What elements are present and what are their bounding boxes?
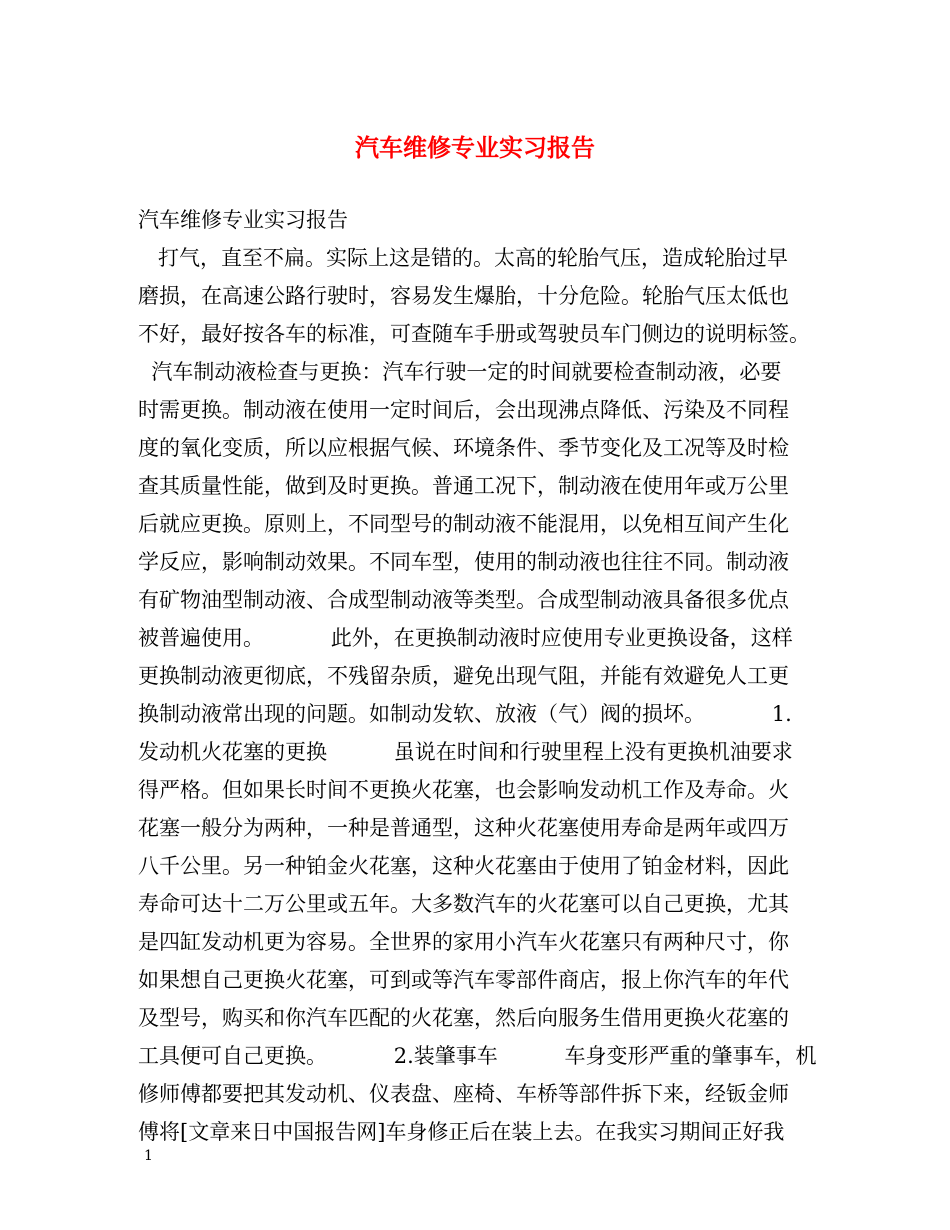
body-line: 汽车制动液检查与更换：汽车行驶一定的时间就要检查制动液，必要	[138, 360, 782, 384]
body-line: 发动机火花塞的更换 虽说在时间和行驶里程上没有更换机油要求	[138, 740, 793, 764]
body-line: 工具便可自己更换。 2.装肇事车 车身变形严重的肇事车，机	[138, 1044, 817, 1068]
body-line: 打气，直至不扁。实际上这是错的。太高的轮胎气压，造成轮胎过早	[138, 246, 789, 270]
body-line: 是四缸发动机更为容易。全世界的家用小汽车火花塞只有两种尺寸，你	[138, 930, 789, 954]
body-line: 后就应更换。原则上，不同型号的制动液不能混用，以免相互间产生化	[138, 512, 789, 536]
body-line: 修师傅都要把其发动机、仪表盘、座椅、车桥等部件拆下来，经钣金师	[138, 1082, 789, 1106]
body-line: 查其质量性能，做到及时更换。普通工况下，制动液在使用年或万公里	[138, 474, 789, 498]
body-line: 及型号，购买和你汽车匹配的火花塞，然后向服务生借用更换火花塞的	[138, 1006, 789, 1030]
body-line: 更换制动液更彻底，不残留杂质，避免出现气阻，并能有效避免人工更	[138, 664, 789, 688]
body-line: 度的氧化变质，所以应根据气候、环境条件、季节变化及工况等及时检	[138, 436, 789, 460]
body-line: 有矿物油型制动液、合成型制动液等类型。合成型制动液具备很多优点	[138, 588, 789, 612]
page-number: 1	[144, 1148, 153, 1164]
body-line: 换制动液常出现的问题。如制动发软、放液（气）阀的损坏。 1.	[138, 702, 792, 726]
body-line: 傅将[文章来日中国报告网]车身修正后在装上去。在我实习期间正好我	[138, 1120, 785, 1144]
document-body	[138, 201, 828, 1151]
body-line: 被普遍使用。 此外，在更换制动液时应使用专业更换设备，这样	[138, 626, 793, 650]
body-line: 时需更换。制动液在使用一定时间后，会出现沸点降低、污染及不同程	[138, 398, 789, 422]
body-line: 汽车维修专业实习报告	[138, 208, 348, 232]
body-line: 八千公里。另一种铂金火花塞，这种火花塞由于使用了铂金材料，因此	[138, 854, 789, 878]
body-line: 磨损，在高速公路行驶时，容易发生爆胎，十分危险。轮胎气压太低也	[138, 284, 789, 308]
body-line: 寿命可达十二万公里或五年。大多数汽车的火花塞可以自己更换，尤其	[138, 892, 789, 916]
body-line: 得严格。但如果长时间不更换火花塞，也会影响发动机工作及寿命。火	[138, 778, 789, 802]
document-title: 汽车维修专业实习报告	[355, 133, 595, 162]
body-line: 不好，最好按各车的标准，可查随车手册或驾驶员车门侧边的说明标签。	[138, 322, 810, 346]
body-line: 花塞一般分为两种，一种是普通型，这种火花塞使用寿命是两年或四万	[138, 816, 789, 840]
body-line: 学反应，影响制动效果。不同车型，使用的制动液也往往不同。制动液	[138, 550, 789, 574]
body-line: 如果想自己更换火花塞，可到或等汽车零部件商店，报上你汽车的年代	[138, 968, 789, 992]
